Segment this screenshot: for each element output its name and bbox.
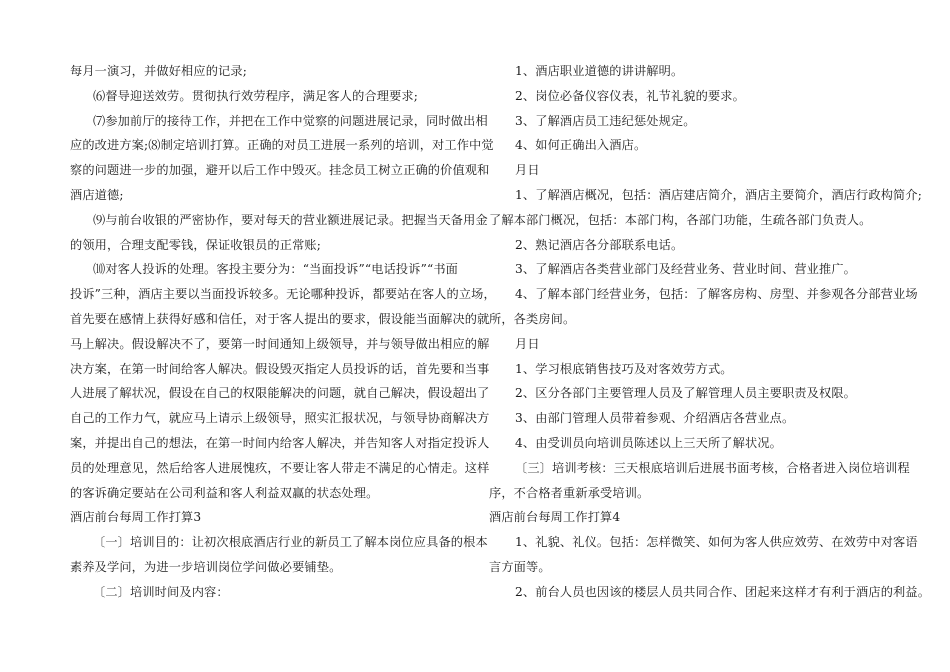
text-line: 〔二〕培训时间及内容： (93, 584, 229, 599)
text-line: 2、区分各部门主要管理人员及了解管理人员主要职责及权限。 (515, 386, 857, 401)
text-line: 3、由部门管理人员带着参观、介绍酒店各营业点。 (515, 411, 795, 426)
text-line: 决方案，在第一时间给客人解决。假设毁灭指定人员投诉的话，首先要和当事 (70, 361, 490, 376)
right-text-column (489, 59, 931, 605)
text-line: 酒店道德; (70, 187, 124, 202)
text-line: 2、岗位必备仪容仪表，礼节礼貌的要求。 (515, 88, 745, 103)
text-line: 3、了解酒店员工违纪惩处规定。 (515, 113, 696, 128)
text-line: 投诉”三种，酒店主要以当面投诉较多。无论哪种投诉，都要站在客人的立场， (70, 287, 496, 302)
text-line: 月日 (515, 336, 540, 351)
text-line: 1、酒店职业道德的讲讲解明。 (515, 64, 684, 78)
text-line: 马上解决。假设解决不了，要第一时间通知上级领导，并与领导做出相应的解 (70, 336, 490, 351)
text-line: 人进展了解状况，假设在自己的权限能解决的问题，就自己解决，假设超出了 (70, 386, 490, 401)
text-line: 4、了解本部门经营业务，包括：了解客房构、房型、并参观各分部营业场 (515, 287, 918, 302)
text-line: 2、熟记酒店各分部联系电话。 (515, 237, 684, 252)
text-line: 员的处理意见，然后给客人进展愧疚，不要让客人带走不满足的心情走。这样 (70, 460, 490, 475)
text-line: 〔一〕培训目的：让初次根底酒店行业的新员工了解本岗位应具备的根本 (93, 535, 488, 550)
text-line: ⑼与前台收银的严密协作，要对每天的营业额进展记录。把握当天备用金 (93, 212, 488, 227)
text-line: ⑺参加前厅的接待工作，并把在工作中觉察的问题进展记录，同时做出相 (93, 113, 488, 128)
text-line: 酒店前台每周工作打算3 (70, 510, 202, 525)
text-line: 自己的工作力气，就应马上请示上级领导，照实汇报状况，与领导协商解决方 (70, 411, 490, 426)
text-line: 2、前台人员也因该的楼层人员共同合作、团起来这样才有利于酒店的利益。 (515, 584, 931, 599)
text-line: 察的问题进一步的加强，避开以后工作中毁灭。挂念员工树立正确的价值观和 (70, 163, 490, 178)
text-line: 序，不合格者重新承受培训。 (489, 485, 650, 500)
text-line: 素养及学问，为进一步培训岗位学问做必要铺垫。 (70, 559, 342, 574)
text-line: 3、了解酒店各类营业部门及经营业务、营业时间、营业推广。 (515, 262, 857, 277)
text-line: 1、礼貌、礼仪。包括：怎样微笑、如何为客人供应效劳、在效劳中对客语 (515, 535, 918, 550)
text-line: 月日 (515, 163, 540, 178)
text-line: 1、了解酒店概况，包括：酒店建店简介，酒店主要简介，酒店行政构简介; (515, 187, 922, 202)
text-line: 的客诉确定要站在公司利益和客人利益双赢的状态处理。 (70, 485, 379, 500)
text-line: 的领用，合理支配零钱，保证收银员的正常账; (70, 237, 322, 252)
text-line: 言方面等。 (489, 559, 551, 574)
text-line: 酒店前台每周工作打算4 (489, 510, 621, 525)
text-line: ⑹督导迎送效劳。贯彻执行效劳程序，满足客人的合理要求; (93, 88, 419, 103)
text-line: 4、如何正确出入酒店。 (515, 138, 647, 153)
text-line: ⑽对客人投诉的处理。客投主要分为：“当面投诉”“电话投诉”“书面 (93, 262, 459, 277)
text-line: 每月一演习，并做好相应的记录; (70, 64, 247, 78)
text-line: 首先要在感情上获得好感和信任，对于客人提出的要求，假设能当面解决的就 (70, 311, 490, 326)
text-line: 1、学习根底销售技巧及对客效劳方式。 (515, 361, 733, 376)
left-text-column (70, 59, 496, 605)
text-line: 所，各类房间。 (489, 311, 576, 326)
text-line: 4、由受训员向培训员陈述以上三天所了解状况。 (515, 435, 782, 450)
text-line: 应的改进方案;⑻制定培训打算。正确的对员工进展一系列的培训，对工作中觉 (70, 138, 494, 153)
text-line: 案，并提出自己的想法，在第一时间内给客人解决，并告知客人对指定投诉人 (70, 435, 490, 450)
text-line: 了解本部门概况，包括：本部门构，各部门功能，生疏各部门负责人。 (489, 212, 872, 227)
text-line: 〔三〕培训考核：三天根底培训后进展书面考核，合格者进入岗位培训程 (515, 460, 910, 475)
